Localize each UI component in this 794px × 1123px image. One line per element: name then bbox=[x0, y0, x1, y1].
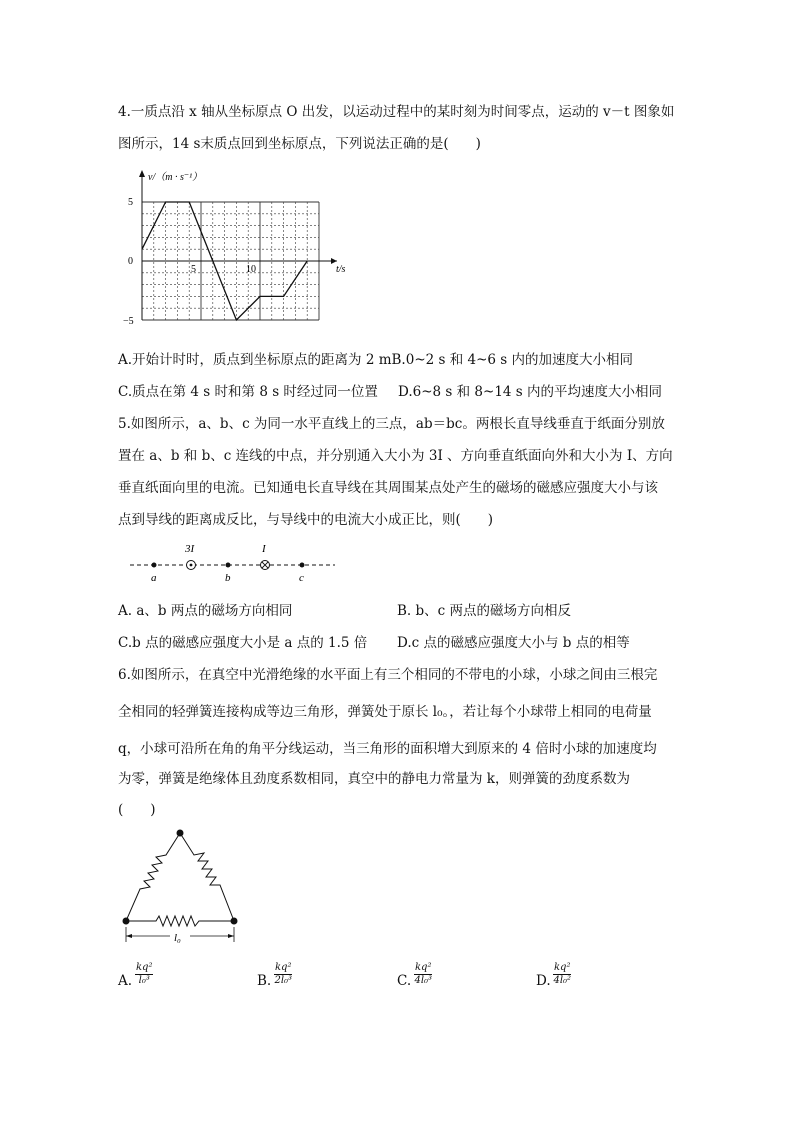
fraction-numerator: kq² bbox=[136, 962, 153, 973]
label-3I: 3I bbox=[185, 543, 195, 555]
spring-right bbox=[180, 833, 234, 921]
label-b: b bbox=[225, 572, 231, 584]
fraction-numerator: kq² bbox=[275, 962, 292, 973]
q6-option-fraction bbox=[414, 962, 432, 987]
q6-option-fraction bbox=[553, 962, 571, 987]
q5-option-c: C.b 点的磁感应强度大小是 a 点的 1.5 倍 bbox=[118, 635, 368, 651]
label-c: c bbox=[299, 572, 304, 584]
q4-stem-line2: 图所示，14 s末质点回到坐标原点，下列说法正确的是( ) bbox=[118, 136, 481, 152]
tick-x-5: 5 bbox=[191, 264, 196, 275]
ball-top bbox=[177, 830, 184, 837]
point-c bbox=[300, 563, 305, 568]
tick-y-5: 5 bbox=[128, 197, 133, 208]
tick-y-minus5: −5 bbox=[123, 316, 134, 327]
wire-out-icon bbox=[187, 561, 196, 570]
fraction-denominator: 4l₀³ bbox=[414, 975, 433, 986]
q6-option-label: C. bbox=[397, 973, 412, 989]
label-I: I bbox=[262, 543, 266, 555]
q6-option-label: D. bbox=[536, 973, 551, 989]
vt-graph bbox=[118, 168, 358, 338]
graph-axes bbox=[139, 170, 337, 320]
q5-option-b: B. b、c 两点的磁场方向相反 bbox=[397, 603, 571, 619]
q5-stem-line1: 5.如图所示，a、b、c 为同一水平直线上的三点，ab＝bc。两根长直导线垂直于纸面分别放 bbox=[118, 416, 665, 432]
q6-stem-line2: 全相同的轻弹簧连接构成等边三角形，弹簧处于原长 l₀。，若让每个小球带上相同的电荷量 bbox=[118, 704, 652, 720]
fraction-denominator: 2l₀³ bbox=[274, 975, 293, 986]
q4-option-d: D.6~8 s 和 8~14 s 内的平均速度大小相同 bbox=[398, 384, 663, 400]
tick-y-0: 0 bbox=[128, 256, 133, 267]
point-b bbox=[226, 563, 231, 568]
q6-option-label: A. bbox=[118, 973, 133, 989]
label-a: a bbox=[151, 572, 157, 584]
q5-stem-line4: 点到导线的距离成反比，与导线中的电流大小成正比，则( ) bbox=[118, 512, 494, 528]
q6-stem-line4: 为零，弹簧是绝缘体且劲度系数相同，真空中的静电力常量为 k，则弹簧的劲度系数为 bbox=[118, 771, 630, 787]
fraction-numerator: kq² bbox=[415, 962, 432, 973]
q4-option-ab: A.开始计时时，质点到坐标原点的距离为 2 mB.0~2 s 和 4~6 s 内的加速度大小相同 bbox=[118, 352, 634, 368]
wire-in-icon bbox=[261, 561, 270, 570]
q5-option-d: D.c 点的磁感应强度大小与 b 点的相等 bbox=[397, 635, 630, 651]
y-axis-arrow bbox=[139, 170, 145, 177]
point-a bbox=[152, 563, 157, 568]
spring-triangle-figure bbox=[118, 825, 248, 947]
ball-right bbox=[231, 918, 238, 925]
spring-left bbox=[126, 833, 180, 921]
graph-xlabel: t/s bbox=[336, 264, 346, 275]
q4-option-c: C.质点在第 4 s 时和第 8 s 时经过同一位置 bbox=[118, 384, 378, 400]
fraction-denominator: l₀³ bbox=[138, 975, 150, 986]
tick-x-10: 10 bbox=[246, 264, 256, 275]
ball-left bbox=[123, 918, 130, 925]
q5-option-a: A. a、b 两点的磁场方向相同 bbox=[118, 603, 293, 619]
wire-figure bbox=[130, 540, 340, 588]
q5-stem-line3: 垂直纸面向里的电流。已知通电长直导线在其周围某点处产生的磁场的磁感应强度大小与该 bbox=[118, 480, 658, 496]
q6-option-fraction bbox=[135, 962, 153, 987]
q6-stem-line3: q，小球可沿所在角的角平分线运动，当三角形的面积增大到原来的 4 倍时小球的加速度均 bbox=[118, 741, 657, 757]
label-l0: l₀ bbox=[174, 932, 181, 944]
graph-ylabel: v/（m · s⁻¹） bbox=[148, 172, 203, 183]
q5-stem-line2: 置在 a、b 和 b、c 连线的中点，并分别通入大小为 3I 、方向垂直纸面向外和大小为 I、方向 bbox=[118, 448, 673, 464]
fraction-denominator: 4l₀² bbox=[553, 975, 572, 986]
q6-option-fraction bbox=[274, 962, 292, 987]
q6-stem-line1: 6.如图所示，在真空中光滑绝缘的水平面上有三个相同的不带电的小球，小球之间由三根完 bbox=[118, 667, 658, 683]
fraction-numerator: kq² bbox=[554, 962, 571, 973]
q4-stem-line1: 4.一质点沿 x 轴从坐标原点 O 出发，以运动过程中的某时刻为时间零点，运动的 v－t 图象如 bbox=[118, 104, 675, 120]
q6-stem-line5: ( ) bbox=[118, 802, 156, 818]
q6-option-label: B. bbox=[257, 973, 272, 989]
spring-bottom bbox=[126, 916, 234, 926]
